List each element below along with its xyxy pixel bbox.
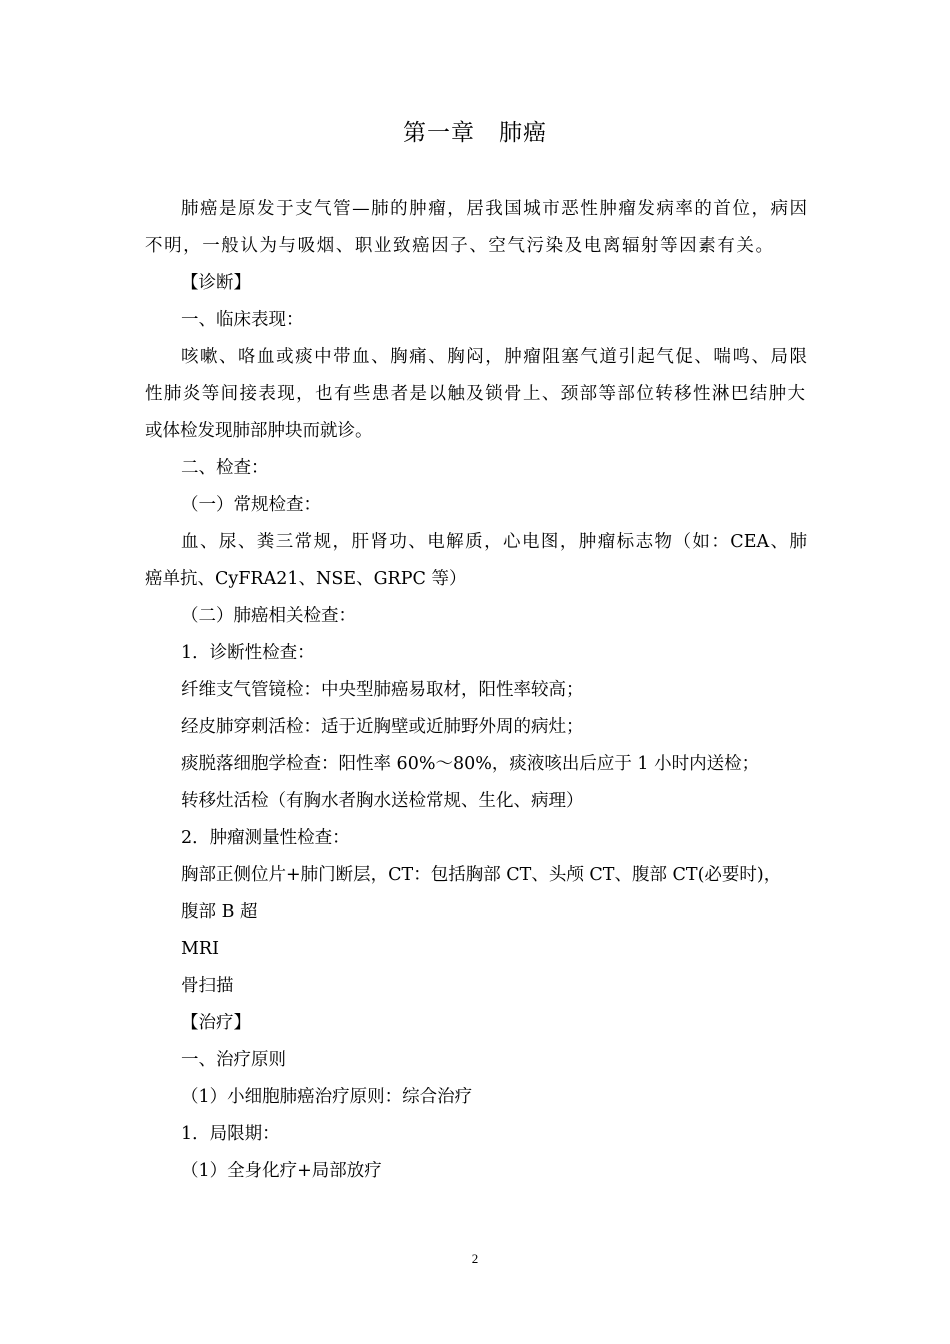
paragraph-line: 肺癌是原发于支气管—肺的肿瘤，居我国城市恶性肿瘤发病率的首位，病因 [181,199,807,219]
subheading: 一、临床表现： [181,310,304,330]
list-item: 痰脱落细胞学检查：阳性率 60%～80%，痰液咳出后应于 1 小时内送检； [181,754,760,774]
list-item: 经皮肺穿刺活检：适于近胸壁或近肺野外周的病灶； [181,717,584,737]
subheading: 一、治疗原则 [181,1050,286,1070]
list-item: 胸部正侧位片+肺门断层，CT：包括胸部 CT、头颅 CT、腹部 CT(必要时)， [181,865,782,885]
subheading: 2．肿瘤测量性检查： [181,828,350,848]
subheading: 1．局限期： [181,1124,280,1144]
chapter-title: 第一章 肺癌 [403,120,547,146]
subheading: （二）肺癌相关检查： [181,606,356,626]
subheading: 二、检查： [181,458,269,478]
page-number: 2 [471,1251,479,1266]
section-heading-treatment: 【治疗】 [181,1013,251,1033]
paragraph-line: 癌单抗、CyFRA21、NSE、GRPC 等） [145,569,467,589]
list-item: 纤维支气管镜检：中央型肺癌易取材，阳性率较高； [181,680,584,700]
list-item: MRI [181,939,220,959]
list-item: 转移灶活检（有胸水者胸水送检常规、生化、病理） [181,791,584,811]
subheading: （一）常规检查： [181,495,321,515]
paragraph-line: 或体检发现肺部肿块而就诊。 [145,421,373,441]
list-item: 骨扫描 [181,976,234,996]
paragraph-line: 血、尿、粪三常规，肝肾功、电解质，心电图，肿瘤标志物（如：CEA、肺 [181,532,807,552]
paragraph-line: 咳嗽、咯血或痰中带血、胸痛、胸闷，肿瘤阻塞气道引起气促、喘鸣、局限 [181,347,807,367]
paragraph-line: 不明，一般认为与吸烟、职业致癌因子、空气污染及电离辐射等因素有关。 [145,236,773,256]
list-item: 腹部 B 超 [181,902,258,922]
list-item: （1）全身化疗+局部放疗 [181,1161,382,1181]
paragraph-line: 性肺炎等间接表现，也有些患者是以触及锁骨上、颈部等部位转移性淋巴结肿大 [145,384,805,404]
section-heading-diagnosis: 【诊断】 [181,273,251,293]
subheading: （1）小细胞肺癌治疗原则：综合治疗 [181,1087,473,1107]
subheading: 1．诊断性检查： [181,643,315,663]
